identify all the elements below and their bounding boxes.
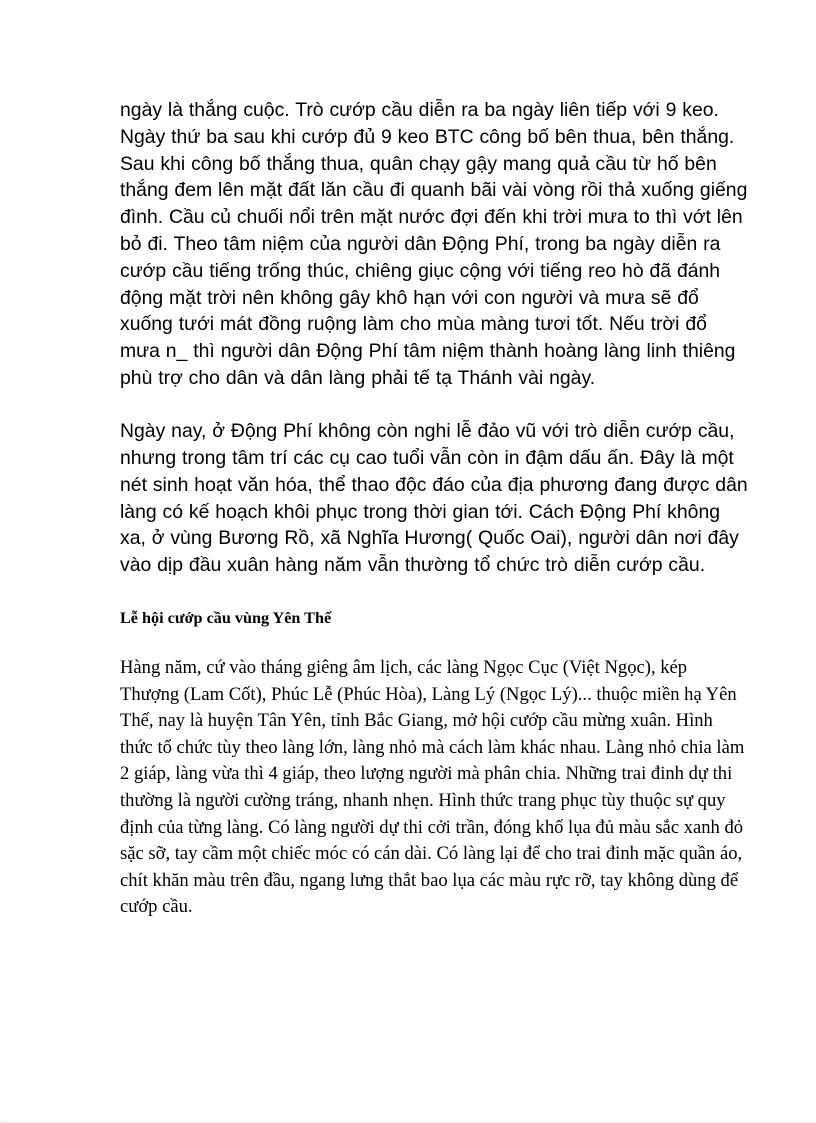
section-heading: Lễ hội cướp cầu vùng Yên Thế: [120, 609, 332, 628]
paragraph-3: Hàng năm, cứ vào tháng giêng âm lịch, các làng Ngọc Cục (Việt Ngọc), kép Thượng (Lam Cốt), Phúc Lễ (Phúc Hòa), Làng Lý (Ngọc Lý)... thuộc miền hạ Yên Thế, nay là huyện Tân Yên, tỉnh Bắc Giang, mở hội cướp cầu mừng xuân. Hình thức tổ chức tùy theo làng lớn, làng nhỏ mà cách làm khác nhau. Làng nhỏ chia làm 2 giáp, làng vừa thì 4 giáp, theo lượng người mà phân chia. Những trai đinh dự thi thường là người cường tráng, nhanh nhẹn. Hình thức trang phục tùy thuộc sự quy định của từng làng. Có làng người dự thi cởi trần, đóng khố lụa đủ màu sắc xanh đỏ sặc sỡ, tay cầm một chiếc móc có cán dài. Có làng lại để cho trai đinh mặc quần áo, chít khăn màu trên đầu, ngang lưng thắt bao lụa các màu rực rỡ, tay không dùng để cướp cầu.: [120, 657, 745, 918]
paragraph-2: Ngày nay, ở Động Phí không còn nghi lễ đảo vũ với trò diễn cướp cầu, nhưng trong tâm trí các cụ cao tuổi vẫn còn in đậm dấu ấn. Đây là một nét sinh hoạt văn hóa, thể thao độc đáo của địa phương đang được dân làng có kế hoạch khôi phục trong thời gian tới. Cách Động Phí không xa, ở vùng Bương Rồ, xã Nghĩa Hương( Quốc Oai), người dân nơi đây vào dịp đầu xuân hàng năm vẫn thường tổ chức trò diễn cướp cầu.: [120, 420, 748, 577]
paragraph-1: ngày là thắng cuộc. Trò cướp cầu diễn ra ba ngày liên tiếp với 9 keo. Ngày thứ ba sau khi cướp đủ 9 keo BTC công bố bên thua, bên thắng. Sau khi công bố thắng thua, quân chạy gậy mang quả cầu từ hố bên thắng đem lên mặt đất lăn cầu đi quanh bãi vài vòng rồi thả xuống giếng đình. Cầu củ chuối nổi trên mặt nước đợi đến khi trời mưa to thì vớt lên bỏ đi. Theo tâm niệm của người dân Động Phí, trong ba ngày diễn ra cướp cầu tiếng trống thúc, chiêng giục cộng với tiếng reo hò đã đánh động mặt trời nên không gây khô hạn với con người và mưa sẽ đổ xuống tưới mát đồng ruộng làm cho mùa màng tươi tốt. Nếu trời đổ mưa n_ thì người dân Động Phí tâm niệm thành hoàng làng linh thiêng phù trợ cho dân và dân làng phải tế tạ Thánh vài ngày.: [120, 99, 748, 389]
document-body: [120, 97, 750, 921]
